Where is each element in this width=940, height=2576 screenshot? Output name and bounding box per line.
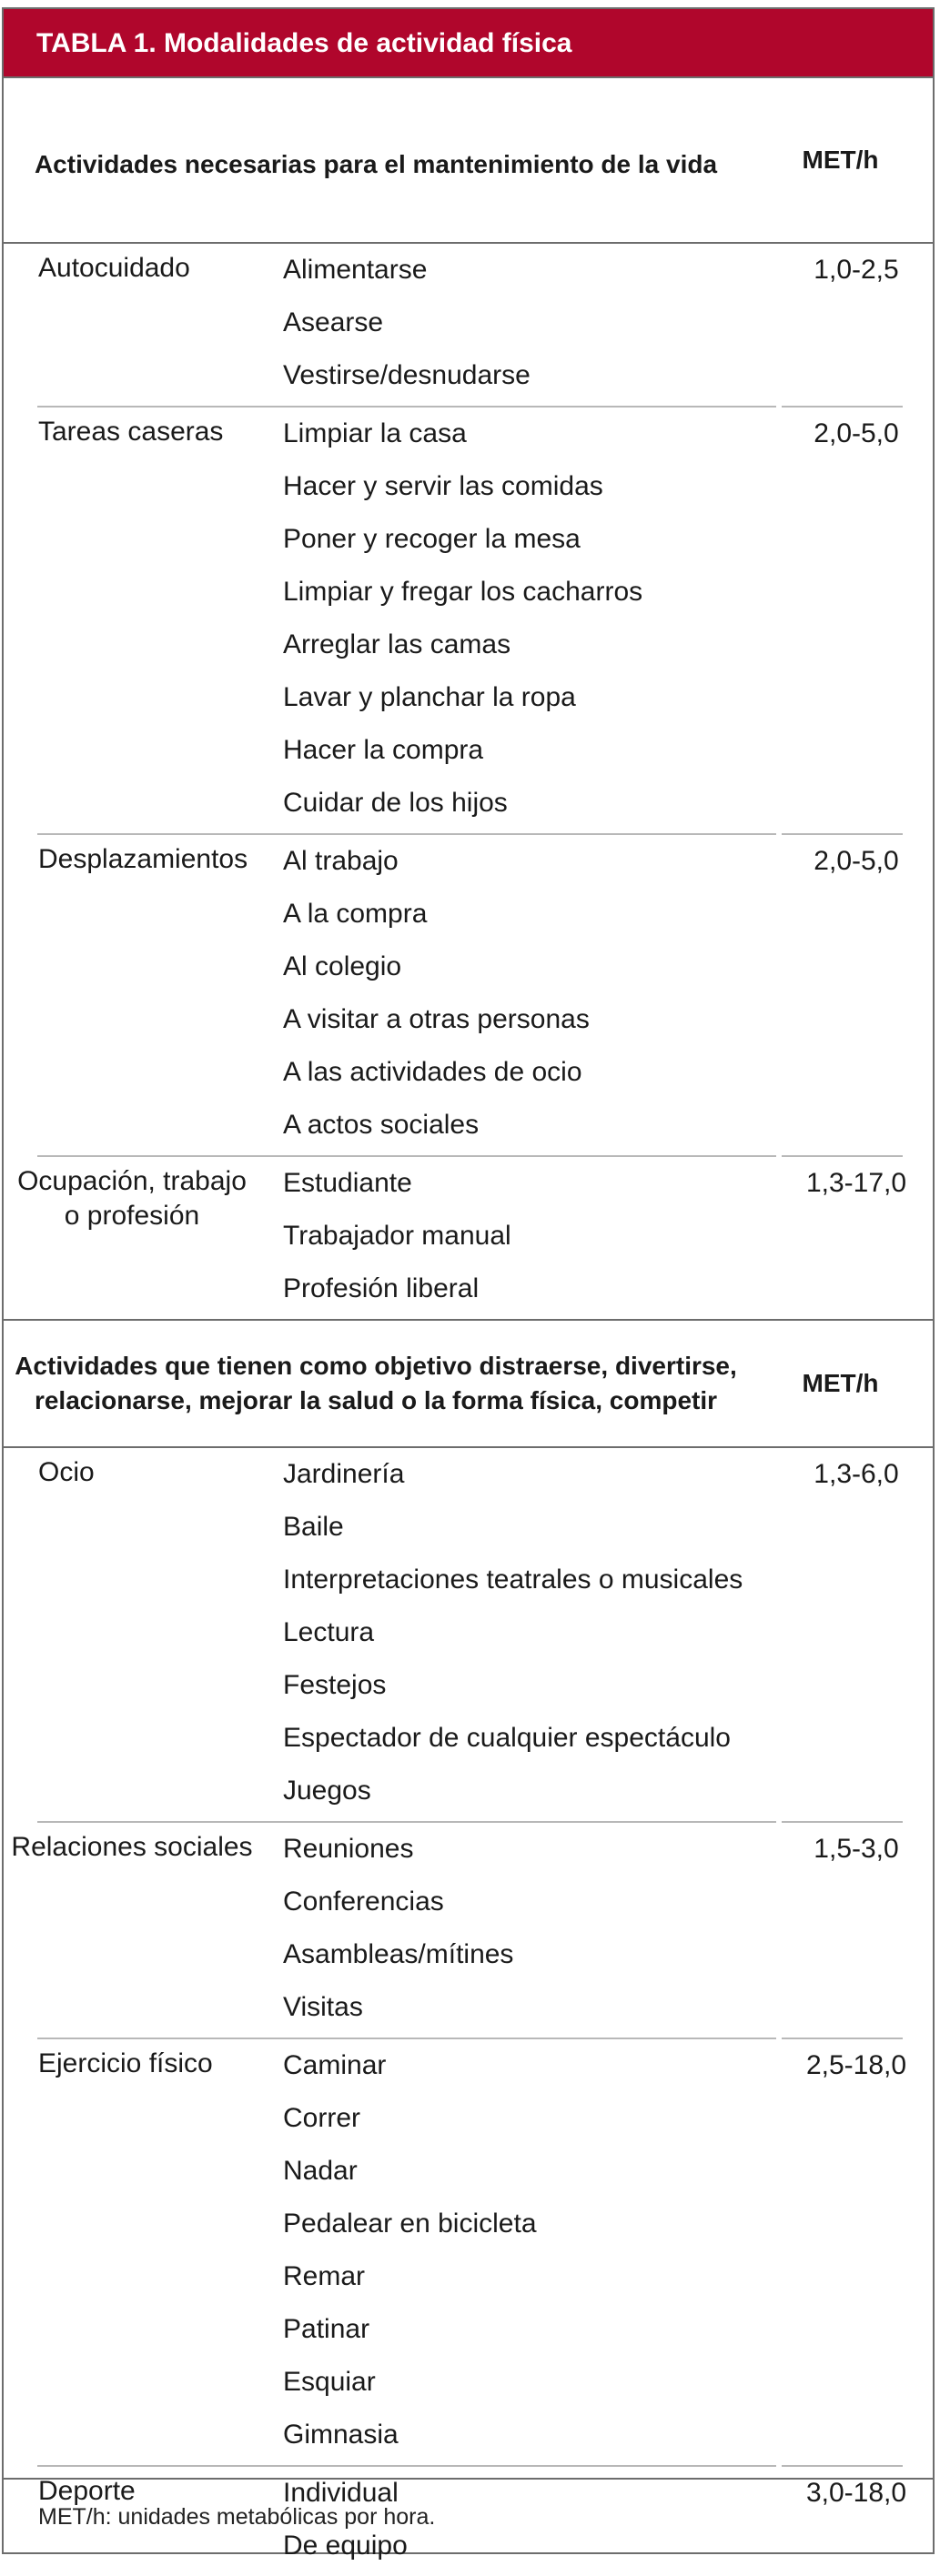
category-label: Ocupación, trabajo o profesión [17, 1166, 247, 1231]
met-value: 1,3-6,0 [814, 1459, 899, 1489]
activity-list [283, 244, 775, 406]
activity-item: Esquiar [283, 2367, 376, 2397]
activity-item: Festejos [283, 1670, 387, 1700]
activity-item: A la compra [283, 899, 428, 929]
activity-item: Pedalear en bicicleta [283, 2209, 537, 2239]
activity-item: Individual [283, 2478, 399, 2508]
table-title: TABLA 1. Modalidades de actividad física [4, 9, 933, 78]
activity-item: Limpiar la casa [283, 418, 467, 448]
category-label: Relaciones sociales [11, 1832, 253, 1862]
section1-header-text: Actividades necesarias para el mantenimiento de la vida [34, 150, 718, 178]
activity-item: Patinar [283, 2314, 370, 2344]
activity-item: Gimnasia [283, 2420, 399, 2450]
activity-item: Limpiar y fregar los cacharros [283, 577, 643, 607]
category-group [4, 1448, 933, 1821]
category-label: Desplazamientos [38, 844, 248, 874]
category-label: Ejercicio físico [38, 2048, 213, 2078]
activity-item: Lectura [283, 1617, 375, 1647]
category-group [4, 1157, 933, 1319]
category-label: Ocio [38, 1457, 95, 1487]
table-footnote: MET/h: unidades metabólicas por hora. [4, 2478, 933, 2552]
section2-header [4, 1319, 933, 1448]
activity-item: Baile [283, 1512, 344, 1542]
met-value: 3,0-18,0 [805, 2478, 907, 2508]
activity-item: A actos sociales [283, 1110, 480, 1140]
activity-item: Al colegio [283, 951, 402, 981]
activity-list [283, 1448, 775, 1821]
met-value: 1,3-17,0 [805, 1168, 907, 1198]
met-value: 2,0-5,0 [814, 418, 899, 448]
activity-item: Estudiante [283, 1168, 412, 1198]
activity-item: Hacer la compra [283, 735, 484, 765]
category-label: Tareas caseras [38, 417, 224, 447]
category-group [4, 835, 933, 1155]
activity-item: Interpretaciones teatrales o musicales [283, 1565, 743, 1595]
activity-list [283, 1157, 775, 1319]
activity-item: Juegos [283, 1776, 371, 1806]
activity-item: Jardinería [283, 1459, 405, 1489]
met-value: 1,0-2,5 [814, 255, 899, 285]
activity-list [283, 2039, 775, 2465]
activity-list [283, 1823, 775, 2038]
activity-item: Vestirse/desnudarse [283, 360, 531, 390]
activity-item: Nadar [283, 2156, 358, 2186]
category-label: Deporte [38, 2476, 136, 2506]
activity-item: Trabajador manual [283, 1221, 511, 1251]
activity-item: Caminar [283, 2050, 387, 2080]
activity-item: Poner y recoger la mesa [283, 524, 581, 554]
activity-item: A visitar a otras personas [283, 1004, 590, 1034]
category-group [4, 1823, 933, 2038]
activity-list [283, 835, 775, 1155]
activity-item: Reuniones [283, 1834, 414, 1864]
activity-item: Espectador de cualquier espectáculo [283, 1723, 731, 1753]
activity-item: Asearse [283, 307, 384, 337]
activity-item: Conferencias [283, 1887, 444, 1917]
activity-item: Arreglar las camas [283, 629, 511, 659]
activity-item: Lavar y planchar la ropa [283, 682, 576, 712]
activity-item: A las actividades de ocio [283, 1057, 582, 1087]
activity-item: Correr [283, 2103, 361, 2133]
activity-item: Al trabajo [283, 846, 399, 876]
activity-item: Hacer y servir las comidas [283, 471, 603, 501]
activity-item: Visitas [283, 1992, 363, 2022]
section1-header [4, 78, 933, 244]
section1-met-header: MET/h [802, 146, 879, 174]
category-group [4, 408, 933, 833]
activity-item: De equipo [283, 2531, 408, 2561]
activity-item: Cuidar de los hijos [283, 788, 508, 818]
section2-header-text: Actividades que tienen como objetivo distraerse, divertirse, relacionarse, mejorar la salud o la forma física, competir [15, 1352, 737, 1414]
category-label: Autocuidado [38, 253, 190, 283]
activity-item: Alimentarse [283, 255, 428, 285]
activity-item: Asambleas/mítines [283, 1939, 514, 1969]
section2-met-header: MET/h [802, 1369, 879, 1397]
section1-body [4, 244, 933, 1319]
met-value: 2,5-18,0 [805, 2050, 907, 2080]
activity-list [283, 408, 775, 833]
activity-table [2, 7, 935, 2561]
activity-item: Remar [283, 2261, 366, 2291]
category-group [4, 2039, 933, 2465]
met-value: 2,0-5,0 [814, 846, 899, 876]
category-group [4, 244, 933, 406]
activity-item: Profesión liberal [283, 1273, 480, 1303]
met-value: 1,5-3,0 [814, 1834, 899, 1864]
section2-body [4, 1448, 933, 2576]
